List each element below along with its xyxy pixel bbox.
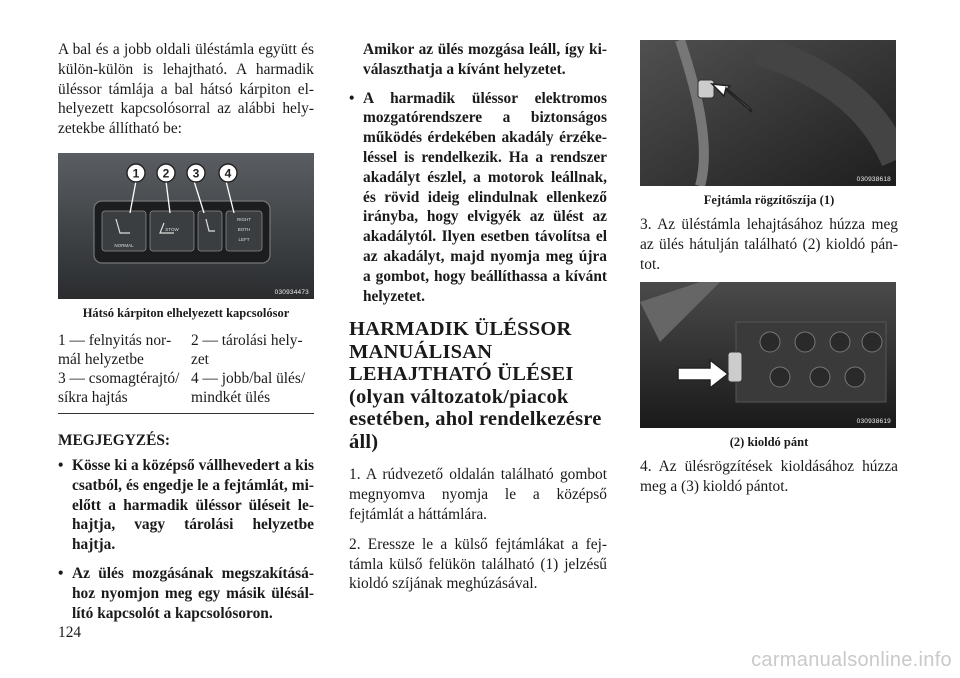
callout-1 [127,164,145,182]
step-3: 3. Az üléstámla lehajtásához húzza meg az ülés hátulján található (2) kioldó pántot. [640,216,898,273]
callout-legend [58,331,314,414]
photo-code: 030934473 [274,288,309,296]
svg-text:4: 4 [224,166,232,181]
legend-item-2: 2 — tárolási helyzet [191,331,303,368]
column-left [58,40,314,632]
switch-label-both: BOTH [237,226,251,232]
photo-caption: Hátsó kárpiton elhelyezett kapcsolósor [82,305,290,320]
switch-label-right: RIGHT [237,216,251,222]
callout-3 [187,164,205,182]
svg-text:2: 2 [162,166,170,181]
note-continuation: Amikor az ülés mozgása leáll, így kiválaszthatja a kívánt helyzetet. [363,41,607,78]
step-1: 1. A rúdvezető oldalán található gombot megnyomva nyomja le a középső fejtámlát a háttámlára. [349,466,607,523]
photo-caption: Fejtámla rögzítőszíja (1) [703,193,835,207]
legend-item-1: 1 — felnyitás normál helyzetbe [58,331,172,368]
switch-panel-photo [58,153,314,299]
legend-item-4: 4 — jobb/bal ülés/ mindkét ülés [191,369,306,406]
headrest-strap-photo [640,40,896,186]
step-4: 4. Az ülésrögzítések kioldásához húzza meg a (3) kioldó pántot. [640,458,898,496]
svg-text:3: 3 [192,166,200,181]
photo-code: 030938619 [856,418,891,426]
column-middle [349,40,607,594]
switch-panel-illustration [58,153,314,299]
step-2: 2. Eressze le a külső fejtámlákat a fejtámla külső felükön található (1) jelzésű kioldó szíjának meghúzásával. [349,535,607,593]
note-item: • A harmadik üléssor elektromos mozgatórendszere a biztonságos működés érdekében akadály érzékeléssel is rendelkezik. Ha a rendszer akadályt észlel, a motorok leállnak, és rövid ideig elindulnak ellenkező irányba, hogy elvigyék az ülést az akadálytól. Ilyen esetben távolítsa el az akadályt, majd nyomja meg újra a gombot, hogy beállíthassa a kívánt helyzetet. [349,89,607,307]
note-heading: MEGJEGYZÉS: [58,431,171,449]
callout-4 [219,164,237,182]
switch-label-normal: NORMAL [114,242,134,248]
section-heading: HARMADIK ÜLÉSSOR MANUÁLISAN LEHAJTHATÓ ÜLÉSEI (olyan változatok/piacok esetében, ahol rendelkezésre áll) [349,318,602,453]
page-number: 124 [58,624,82,641]
photo-code: 030938618 [856,176,891,183]
note-list [58,456,314,623]
svg-text:1: 1 [132,166,140,181]
switch-label-stow: STOW [165,226,179,232]
watermark: carmanualsonline.info [751,649,952,671]
note-item: • Az ülés mozgásának megszakításához nyomjon meg egy másik ülésállító kapcsolót a kapcsolósoron. [58,564,314,623]
photo-caption: (2) kioldó pánt [729,435,809,450]
note-list-cont [349,89,607,307]
release-strap-photo [640,282,896,428]
switch-label-left: LEFT [238,236,250,242]
note-item: • Kösse ki a középső vállhevedert a kis csatból, és engedje le a fejtámlát, mielőtt a harmadik üléssor üléseit lehajtja, vagy tárolási helyzetbe hajtja. [58,456,314,555]
callout-2 [157,164,175,182]
column-right [640,40,898,497]
headrest-strap-illustration [640,40,896,186]
release-strap-illustration [640,282,896,428]
intro-paragraph: A bal és a jobb oldali üléstámla együtt és külön-külön is lehajtható. A harmadik üléssor támlája a bal hátsó kárpiton elhelyezett kapcsolósorral az alábbi helyzetekbe állítható be: [58,41,314,138]
legend-item-3: 3 — csomagtérajtó/ síkra hajtás [58,369,180,406]
